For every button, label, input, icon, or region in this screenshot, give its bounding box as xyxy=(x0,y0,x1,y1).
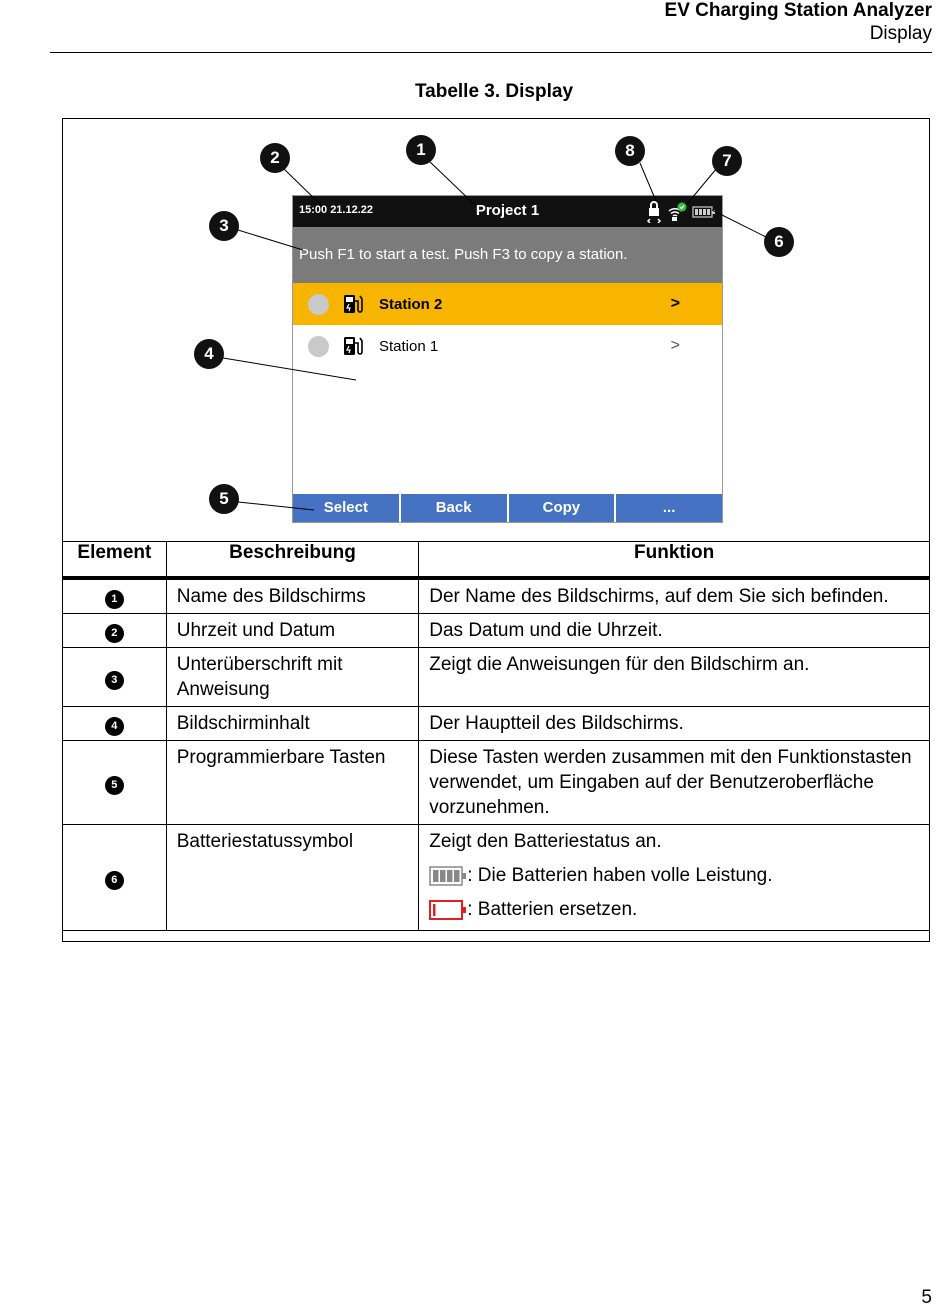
function-cell: Das Datum und die Uhrzeit. xyxy=(419,614,930,648)
table-row xyxy=(63,707,930,741)
header-rule xyxy=(50,52,932,53)
softkey-bar xyxy=(293,494,722,522)
callout-7: 7 xyxy=(712,146,742,176)
table-caption: Tabelle 3. Display xyxy=(414,81,574,102)
function-cell: Diese Tasten werden zusammen mit den Funktionstasten verwendet, um Eingaben auf der Benutzeroberfläche vorzunehmen. xyxy=(419,741,930,825)
battery-empty-icon xyxy=(429,900,467,920)
table-row xyxy=(63,614,930,648)
station-label: Station 1 xyxy=(379,337,439,355)
chevron-right-icon: > xyxy=(670,295,680,312)
element-number: 3 xyxy=(105,671,124,690)
element-number: 1 xyxy=(105,590,124,609)
element-number: 4 xyxy=(105,717,124,736)
element-cell xyxy=(63,741,167,825)
table-row xyxy=(63,825,930,931)
element-number: 5 xyxy=(105,776,124,795)
column-header: Element xyxy=(63,542,167,579)
battery-replace-text: : Batterien ersetzen. xyxy=(467,899,638,920)
description-cell: Programmierbare Tasten xyxy=(166,741,419,825)
wifi-connected-icon xyxy=(667,202,687,222)
section-title: Display xyxy=(869,23,932,44)
callout-3: 3 xyxy=(209,211,239,241)
description-cell: Unterüberschrift mit Anweisung xyxy=(166,648,419,707)
function-cell xyxy=(419,825,930,931)
description-cell: Name des Bildschirms xyxy=(166,578,419,614)
column-header: Beschreibung xyxy=(166,542,419,579)
screen-title-bar xyxy=(293,196,722,227)
column-header: Funktion xyxy=(419,542,930,579)
softkey-more[interactable]: ... xyxy=(614,494,722,522)
element-number: 2 xyxy=(105,624,124,643)
screen-time-date: 15:00 21.12.22 xyxy=(299,204,374,216)
softkey-back[interactable]: Back xyxy=(399,494,507,522)
callout-8: 8 xyxy=(615,136,645,166)
callout-4: 4 xyxy=(194,339,224,369)
status-dot xyxy=(308,336,329,357)
battery-icon xyxy=(692,206,716,218)
description-cell: Uhrzeit und Datum xyxy=(166,614,419,648)
element-cell xyxy=(63,614,167,648)
station-row[interactable] xyxy=(293,325,722,367)
battery-replace-line xyxy=(429,897,919,922)
description-cell: Bildschirminhalt xyxy=(166,707,419,741)
callout-1: 1 xyxy=(406,135,436,165)
battery-status-text: Zeigt den Batteriestatus an. xyxy=(429,831,662,852)
element-cell xyxy=(63,707,167,741)
table-row xyxy=(63,741,930,825)
battery-full-icon xyxy=(429,866,467,886)
screen-title: Project 1 xyxy=(475,202,540,219)
chevron-right-icon: > xyxy=(670,337,680,354)
softkey-copy[interactable]: Copy xyxy=(507,494,615,522)
softkey-select[interactable]: Select xyxy=(293,494,399,522)
status-dot xyxy=(308,294,329,315)
table-row xyxy=(63,648,930,707)
display-elements-table xyxy=(62,541,930,931)
document-title: EV Charging Station Analyzer xyxy=(664,0,932,21)
element-cell xyxy=(63,825,167,931)
station-row[interactable] xyxy=(293,283,722,325)
charging-station-icon xyxy=(343,293,365,315)
station-label: Station 2 xyxy=(379,295,443,313)
lock-icon xyxy=(646,201,662,223)
battery-full-line xyxy=(429,863,919,888)
element-cell xyxy=(63,648,167,707)
element-cell xyxy=(63,578,167,614)
battery-full-text: : Die Batterien haben volle Leistung. xyxy=(467,865,773,886)
table-row xyxy=(63,578,930,614)
page-number: 5 xyxy=(921,1287,932,1308)
table-header-row xyxy=(63,542,930,579)
function-cell: Der Name des Bildschirms, auf dem Sie sich befinden. xyxy=(419,578,930,614)
description-cell: Batteriestatussymbol xyxy=(166,825,419,931)
device-screen xyxy=(292,195,723,523)
callout-2: 2 xyxy=(260,143,290,173)
screen-instruction: Push F1 to start a test. Push F3 to copy a station. xyxy=(293,227,722,283)
charging-station-icon xyxy=(343,335,365,357)
element-number: 6 xyxy=(105,871,124,890)
callout-5: 5 xyxy=(209,484,239,514)
function-cell: Zeigt die Anweisungen für den Bildschirm an. xyxy=(419,648,930,707)
function-cell: Der Hauptteil des Bildschirms. xyxy=(419,707,930,741)
callout-6: 6 xyxy=(764,227,794,257)
status-icons xyxy=(646,201,716,223)
